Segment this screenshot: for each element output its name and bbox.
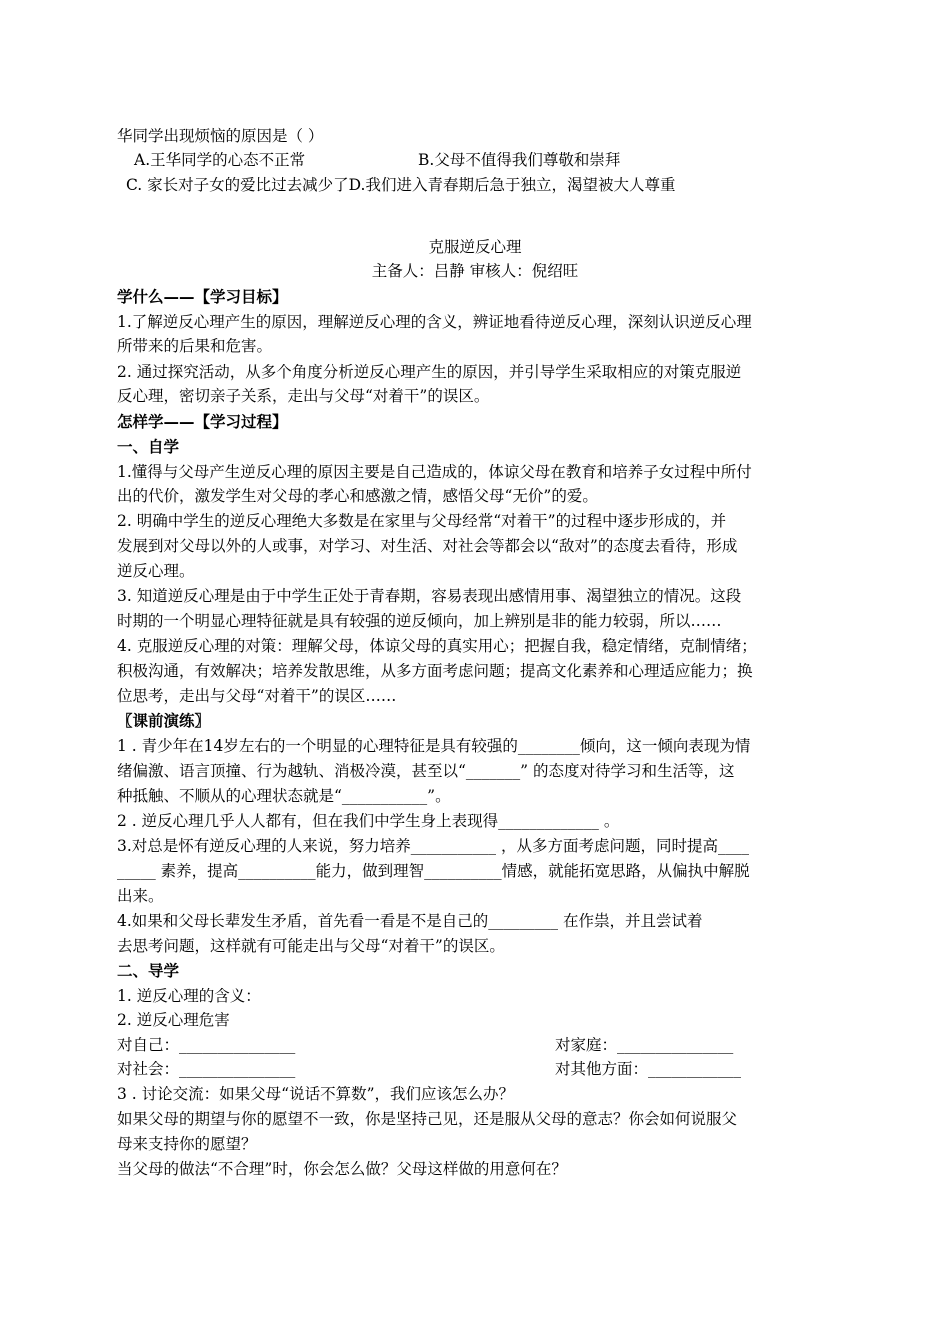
guide-item: 1. 逆反心理的含义： [117, 987, 261, 1005]
option-a: A.王华同学的心态不正常 [134, 151, 306, 169]
practice-line: _____ 素养，提高__________能力，做到理智__________情感，就能拓宽思路，从偏执中解脱 [117, 862, 750, 880]
practice-line: 绪偏激、语言顶撞、行为越轨、消极冷漠，甚至以“_______” 的态度对待学习和生活等，这 [117, 762, 735, 780]
goal-line: 所带来的后果和危害。 [117, 337, 273, 355]
discussion-question: 母来支持你的愿望？ [117, 1135, 257, 1153]
process-heading: 怎样学——【学习过程】 [117, 413, 288, 431]
option-b: B.父母不值得我们尊敬和崇拜 [418, 151, 621, 169]
self-study-line: 积极沟通，有效解决；培养发散思维，从多方面考虑问题；提高文化素养和心理适应能力；换 [117, 662, 753, 680]
harm-society: 对社会：_______________ [117, 1060, 296, 1078]
guide-heading: 二、导学 [117, 962, 180, 980]
question-stem: 华同学出现烦恼的原因是（ ） [117, 127, 324, 145]
practice-line: 出来。 [117, 887, 164, 905]
self-study-line: 发展到对父母以外的人或事，对学习、对生活、对社会等都会以“敌对”的态度去看待，形成 [117, 537, 738, 555]
self-study-line: 1.懂得与父母产生逆反心理的原因主要是自己造成的，体谅父母在教育和培养子女过程中所付 [117, 463, 752, 481]
self-study-line: 出的代价，激发学生对父母的孝心和感激之情，感悟父母“无价”的爱。 [117, 487, 598, 505]
discussion-prompt: 3 . 讨论交流：如果父母“说话不算数”，我们应该怎么办？ [117, 1085, 514, 1103]
self-study-line: 2. 明确中学生的逆反心理绝大多数是在家里与父母经常“对着干”的过程中逐步形成的，并 [117, 512, 727, 530]
goals-heading: 学什么——【学习目标】 [117, 288, 288, 306]
self-study-heading: 一、自学 [117, 438, 180, 456]
self-study-line: 3. 知道逆反心理是由于中学生正处于青春期，容易表现出感情用事、渴望独立的情况。这段 [117, 587, 742, 605]
practice-line: 种抵触、不顺从的心理状态就是“___________”。 [117, 787, 451, 805]
lesson-title: 克服逆反心理 [428, 238, 522, 256]
guide-item: 2. 逆反心理危害 [117, 1011, 230, 1029]
practice-line: 3.对总是怀有逆反心理的人来说，努力培养___________ ，从多方面考虑问题，同时提高____ [117, 837, 749, 855]
practice-line: 2 . 逆反心理几乎人人都有，但在我们中学生身上表现得_____________ 。 [117, 812, 620, 830]
harm-other: 对其他方面：____________ [555, 1060, 742, 1078]
self-study-line: 逆反心理。 [117, 562, 195, 580]
practice-line: 去思考问题，这样就有可能走出与父母“对着干”的误区。 [117, 937, 505, 955]
goal-line: 反心理，密切亲子关系，走出与父母“对着干”的误区。 [117, 387, 490, 405]
lesson-authors: 主备人：吕静 审核人：倪绍旺 [371, 262, 579, 280]
goal-line: 1.了解逆反心理产生的原因，理解逆反心理的含义，辨证地看待逆反心理，深刻认识逆反心理 [117, 313, 752, 331]
option-cd: C. 家长对子女的爱比过去减少了D.我们进入青春期后急于独立，渴望被大人尊重 [126, 176, 676, 194]
self-study-line: 时期的一个明显心理特征就是具有较强的逆反倾向，加上辨别是非的能力较弱，所以…… [117, 612, 722, 630]
discussion-question: 如果父母的期望与你的愿望不一致，你是坚持己见，还是服从父母的意志？你会如何说服父 [117, 1110, 738, 1128]
harm-family: 对家庭：_______________ [555, 1036, 734, 1054]
goal-line: 2. 通过探究活动，从多个角度分析逆反心理产生的原因，并引导学生采取相应的对策克服逆 [117, 363, 742, 381]
practice-line: 4.如果和父母长辈发生矛盾，首先看一看是不是自己的_________ 在作祟，并且尝试着 [117, 912, 703, 930]
practice-line: 1 . 青少年在14岁左右的一个明显的心理特征是具有较强的________倾向，这一倾向表现为情 [117, 737, 751, 755]
self-study-line: 位思考，走出与父母“对着干”的误区…… [117, 687, 397, 705]
harm-self: 对自己：_______________ [117, 1036, 296, 1054]
practice-heading: 〖课前演练〗 [117, 712, 211, 730]
discussion-question: 当父母的做法“不合理”时，你会怎么做？父母这样做的用意何在？ [117, 1160, 567, 1178]
self-study-line: 4. 克服逆反心理的对策：理解父母，体谅父母的真实用心；把握自我，稳定情绪，克制情绪； [117, 637, 757, 655]
